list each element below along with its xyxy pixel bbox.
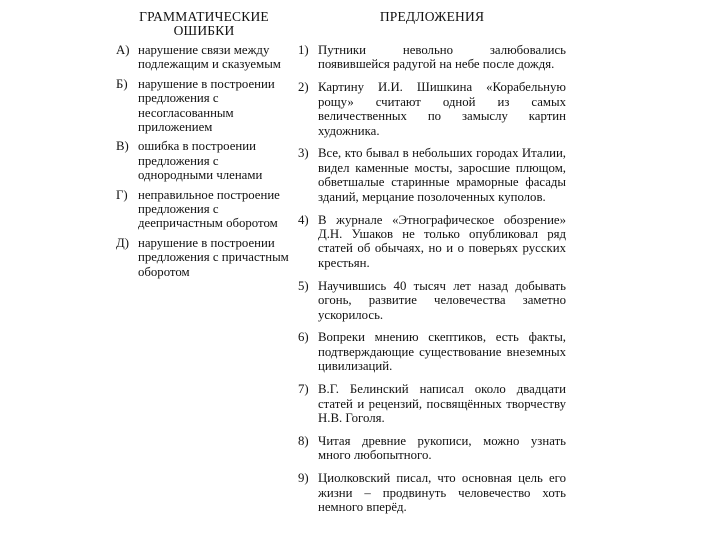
sentence-number: 2) (298, 80, 309, 95)
error-item (116, 139, 292, 182)
sentence-text: Читая древние рукописи, можно узнать много любопытного. (318, 433, 566, 463)
error-item (116, 188, 292, 231)
sentence-item (298, 471, 566, 514)
sentence-number: 4) (298, 212, 309, 227)
sentence-text: Картину И.И. Шишкина «Корабельную рощу» считают одной из самых величественных по замыслу картин художника. (318, 80, 566, 138)
sentence-number: 6) (298, 330, 309, 345)
sentence-item (298, 80, 566, 138)
sentence-text: Научившись 40 тысяч лет назад добывать огонь, развитие человечества заметно ускорилось. (318, 278, 566, 322)
sentence-item (298, 382, 566, 425)
sentence-number: 3) (298, 146, 309, 161)
error-text: нарушение связи между подлежащим и сказуемым (138, 43, 281, 72)
sentence-item (298, 330, 566, 373)
sentence-item (298, 43, 566, 72)
errors-list (116, 43, 292, 284)
error-item (116, 43, 292, 72)
error-text: нарушение в построении предложения с причастным оборотом (138, 235, 289, 279)
error-letter: Г) (116, 187, 128, 202)
sentence-number: 9) (298, 471, 309, 486)
sentence-text: Путники невольно залюбовались появившейся радугой на небе после дождя. (318, 43, 566, 72)
error-text: нарушение в построении предложения с несогласованным приложением (138, 76, 275, 135)
sentence-number: 1) (298, 43, 309, 57)
sentence-text: В.Г. Белинский написал около двадцати статей и рецензий, посвящённых творчеству Н.В. Гоголя. (318, 382, 566, 425)
error-text: неправильное построение предложения с деепричастным оборотом (138, 187, 280, 231)
sentence-item (298, 146, 566, 204)
sentence-text: Циолковский писал, что основная цель его жизни – продвинуть человечество хоть немного вперёд. (318, 471, 566, 514)
error-letter: Б) (116, 76, 128, 91)
sentence-text: Все, кто бывал в небольших городах Италии, видел каменные мосты, заросшие плющом, обветшалые старинные мраморные фасады зданий, мерцание позолоченных куполов. (318, 146, 566, 204)
sentence-item (298, 434, 566, 463)
error-letter: В) (116, 139, 129, 154)
error-letter: А) (116, 43, 130, 57)
sentence-number: 7) (298, 382, 309, 397)
sentence-item (298, 213, 566, 271)
error-item (116, 236, 292, 279)
error-letter: Д) (116, 235, 129, 250)
sentence-item (298, 279, 566, 322)
sentences-list (298, 43, 566, 523)
sentence-number: 8) (298, 433, 309, 448)
sentence-number: 5) (298, 278, 309, 293)
sentence-text: В журнале «Этнографическое обозрение» Д.Н. Ушаков не только опубликовал ряд статей об обычаях, но и о поверьях русских крестьян. (318, 212, 566, 270)
errors-column-header: ГРАММАТИЧЕСКИЕ ОШИБКИ (139, 9, 269, 38)
sentences-column-header: ПРЕДЛОЖЕНИЯ (379, 9, 485, 24)
sentence-text: Вопреки мнению скептиков, есть факты, подтверждающие существование внеземных цивилизаций. (318, 330, 566, 374)
error-item (116, 77, 292, 135)
error-text: ошибка в построении предложения с однородными членами (138, 139, 263, 183)
